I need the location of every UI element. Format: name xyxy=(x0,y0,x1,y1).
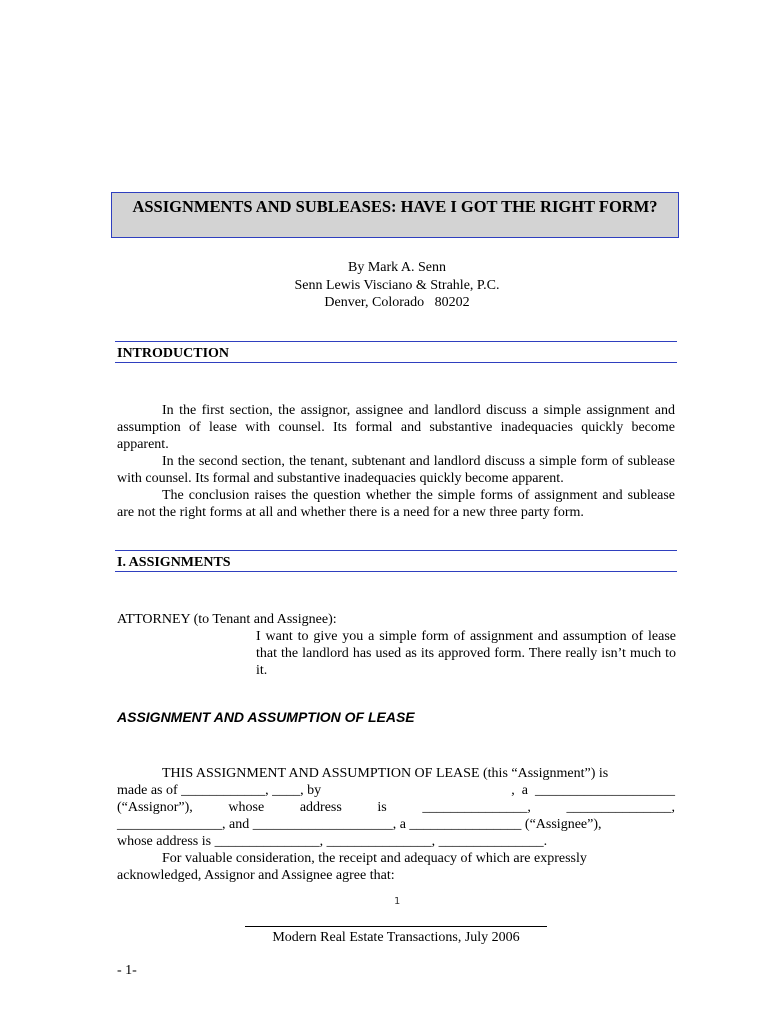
byline xyxy=(0,259,770,312)
assignment-form-text xyxy=(117,765,675,884)
form-line: whose address is _______________, _______________, _______________. xyxy=(117,834,548,849)
footer-publication: Modern Real Estate Transactions, July 2006 xyxy=(272,930,520,945)
form-line: For valuable consideration, the receipt and adequacy of which are expressly xyxy=(162,851,587,866)
author: By Mark A. Senn xyxy=(348,260,446,275)
form-word: (“Assignor”), xyxy=(117,800,193,815)
form-word: _______________, xyxy=(566,800,675,815)
form-line: THIS ASSIGNMENT AND ASSUMPTION OF LEASE (this “Assignment”) is xyxy=(162,766,609,781)
section-heading-introduction: INTRODUCTION xyxy=(115,341,677,363)
form-word: whose xyxy=(228,800,265,815)
form-word: address xyxy=(299,800,342,815)
form-line xyxy=(117,799,675,816)
intro-paragraph: In the second section, the tenant, subtenant and landlord discuss a simple form of sublease with counsel. Its formal and substantive inadequacies quickly become apparent. xyxy=(117,454,675,486)
section-heading-assignments: I. ASSIGNMENTS xyxy=(115,550,677,572)
document-title: ASSIGNMENTS AND SUBLEASES: HAVE I GOT THE RIGHT FORM? xyxy=(111,192,679,238)
form-fragment: made as of ____________, ____, by xyxy=(117,783,322,798)
form-line xyxy=(117,782,675,799)
page-number: - 1- xyxy=(117,963,137,978)
firm-name: Senn Lewis Visciano & Strahle, P.C. xyxy=(294,277,500,293)
intro-paragraph: In the first section, the assignor, assignee and landlord discuss a simple assignment and assumption of lease with counsel. Its formal and substantive inadequacies quickly become apparent. xyxy=(117,403,675,452)
inner-page-number: 1 xyxy=(393,896,401,907)
firm-location: Denver, Colorado 80202 xyxy=(324,295,470,310)
form-line: acknowledged, Assignor and Assignee agree that: xyxy=(117,868,395,883)
form-word: is xyxy=(377,800,387,815)
footer-divider xyxy=(245,926,547,927)
speaker-label: ATTORNEY (to Tenant and Assignee): xyxy=(117,612,337,627)
form-word: _______________, xyxy=(422,800,531,815)
form-heading: ASSIGNMENT AND ASSUMPTION OF LEASE xyxy=(117,709,415,725)
intro-paragraph: The conclusion raises the question whether the simple forms of assignment and sublease are not the right forms at all and whether there is a need for a new three party form. xyxy=(117,488,675,520)
introduction-body xyxy=(117,402,675,521)
attorney-speech: I want to give you a simple form of assignment and assumption of lease that the landlord has used as its approved form. There really isn’t much to it. xyxy=(256,629,676,678)
form-line: _______________, and ____________________, a ________________ (“Assignee”), xyxy=(117,817,602,832)
form-fragment: , a ____________________ xyxy=(511,783,675,798)
